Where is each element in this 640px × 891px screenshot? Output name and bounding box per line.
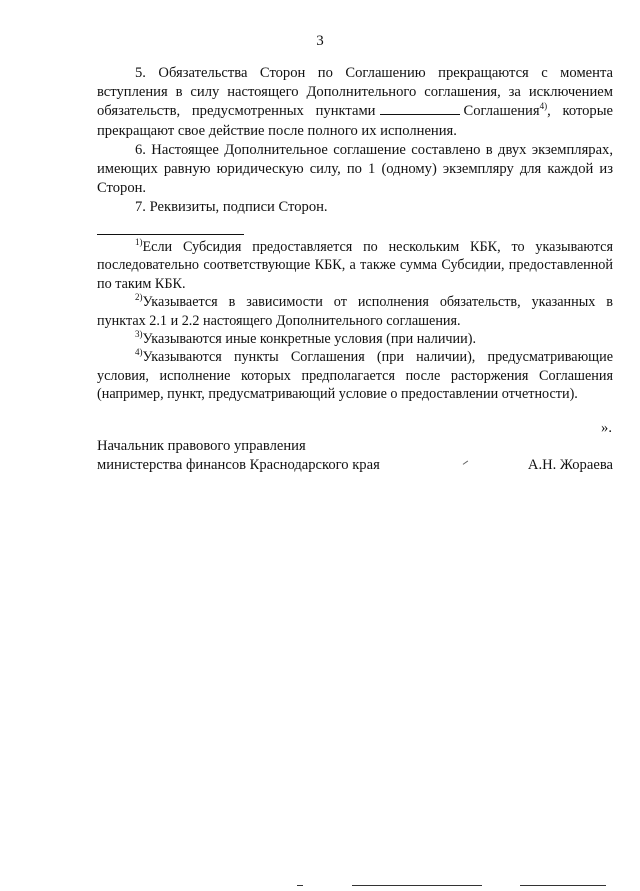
fill-in-blank — [380, 102, 460, 115]
page-number: 3 — [316, 33, 324, 49]
footnote-text: Указываются пункты Соглашения (при наличии), предусматривающие условия, исполнение которых предполагается после расторжения Соглашения (например, пункт, предусматривающий условие о предоставлении отчетности). — [97, 349, 613, 403]
signatory-title-line-2: министерства финансов Краснодарского края — [97, 457, 380, 473]
footnote-text: Если Субсидия предоставляется по нескольким КБК, то указываются последовательно соответствующие КБК, а также сумма Субсидии, предоставленной по таким КБК. — [97, 239, 613, 292]
footnote-marker: 1) — [135, 237, 143, 247]
signatory-name: А.Н. Жораева — [527, 457, 613, 473]
footnote-2 — [97, 293, 613, 330]
paragraph-6: 6. Настоящее Дополнительное соглашение составлено в двух экземплярах, имеющих равную юридическую силу, по 1 (одному) экземпляру для каждой из Сторон. — [97, 141, 613, 197]
scan-artifact — [352, 885, 482, 886]
paragraph-5 — [97, 64, 613, 141]
footnotes — [97, 238, 613, 404]
footnote-ref-4: 4) — [539, 101, 548, 112]
footnote-1 — [97, 238, 613, 293]
footnote-3 — [97, 330, 613, 348]
scan-artifact — [520, 885, 606, 886]
closing-quote: ». — [601, 420, 612, 436]
footnote-4 — [97, 348, 613, 403]
signature-block — [97, 437, 613, 475]
paragraph-5-agreement-word: Соглашения — [463, 103, 540, 120]
scan-artifact — [297, 885, 303, 886]
footnote-marker: 4) — [135, 347, 143, 358]
footnote-text: Указывается в зависимости от исполнения обязательств, указанных в пунктах 2.1 и 2.2 настоящего Дополнительного соглашения. — [97, 294, 613, 329]
paragraph-5-text: 5. Обязательства Сторон по Соглашению прекращаются с момента вступления в силу настоящего Дополнительного соглашения, за исключением обязательств, предусмотренных пунктами — [97, 65, 613, 120]
paragraph-5-tail: , которые прекращают свое действие после полного их исполнения. — [97, 103, 614, 139]
footnote-separator — [97, 234, 244, 235]
signatory-title-line-1: Начальник правового управления — [97, 438, 306, 454]
footnote-marker: 3) — [135, 329, 143, 340]
footnote-text: Указываются иные конкретные условия (при наличии). — [142, 331, 477, 348]
agreement-body — [97, 64, 613, 218]
paragraph-7: 7. Реквизиты, подписи Сторон. — [135, 199, 328, 216]
footnote-marker: 2) — [135, 292, 143, 303]
